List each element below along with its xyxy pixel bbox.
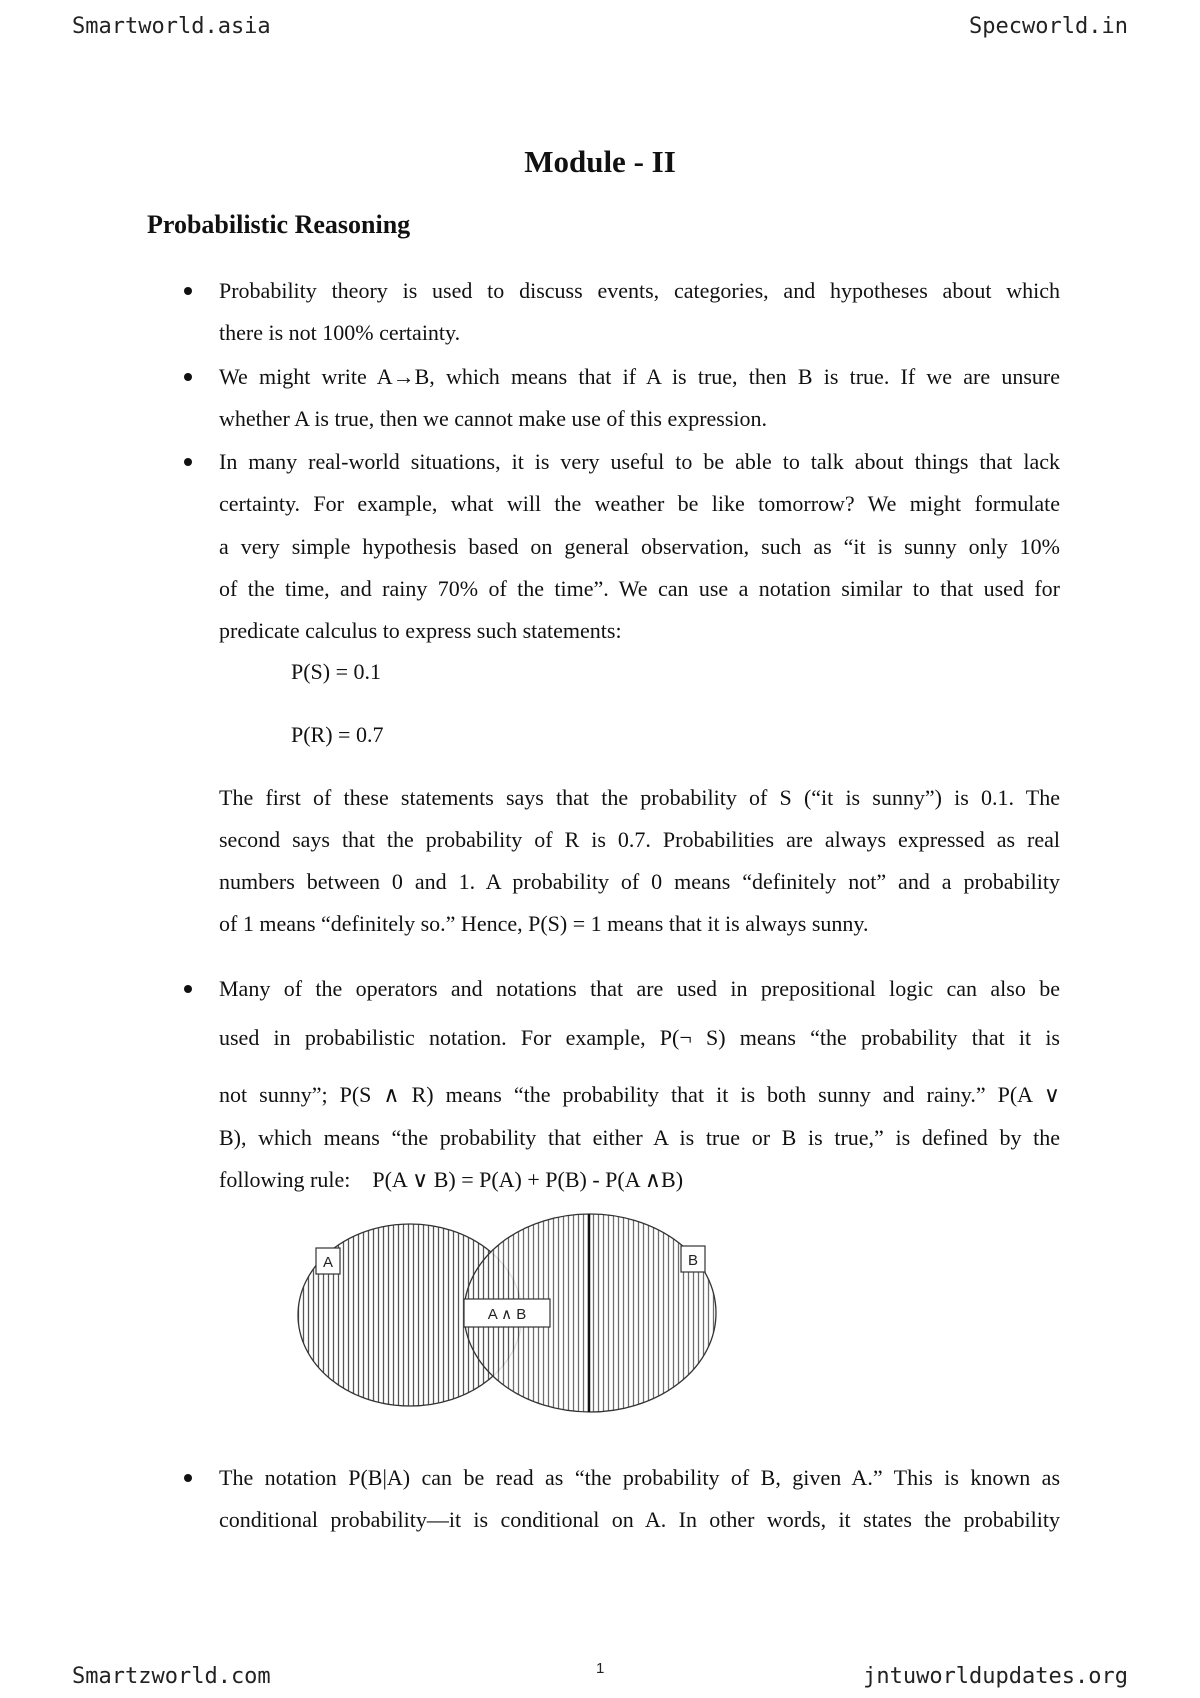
footer-right: jntuworldupdates.org [863, 1664, 1128, 1689]
bullet-marker [184, 458, 192, 466]
bullet3-para-line1: The first of these statements says that the probability of S (“it is sunny”) is 0.1. The [219, 785, 1060, 810]
bullet3-line3: a very simple hypothesis based on general observation, such as “it is sunny only 10% [219, 534, 1060, 559]
bullet-marker [184, 1474, 192, 1482]
bullet-marker [184, 985, 192, 993]
bullet-marker [184, 287, 192, 295]
equation-sunny: P(S) = 0.1 [291, 659, 382, 684]
header-left: Smartworld.asia [72, 14, 271, 39]
bullet4-line2: used in probabilistic notation. For example, P(¬ S) means “the probability that it is [219, 1025, 1060, 1050]
venn-label-b: B [687, 1252, 699, 1269]
bullet1-line1: Probability theory is used to discuss events, categories, and hypotheses about which [219, 278, 1060, 303]
bullet2-line2: whether A is true, then we cannot make use of this expression. [219, 406, 768, 431]
bullet4-line5: following rule: P(A ∨ B) = P(A) + P(B) - P(A ∧B) [219, 1167, 684, 1192]
bullet1-line2: there is not 100% certainty. [219, 320, 461, 345]
section-heading: Probabilistic Reasoning [147, 210, 411, 239]
venn-label-a: A [322, 1254, 334, 1271]
venn-label-intersection: A ∧ B [487, 1306, 527, 1323]
bullet4-line1: Many of the operators and notations that are used in prepositional logic can also be [219, 976, 1060, 1001]
venn-label-a-box [316, 1248, 340, 1274]
bullet3-line2: certainty. For example, what will the weather be like tomorrow? We might formulate [219, 491, 1060, 516]
bullet2-line1: We might write A→B, which means that if A is true, then B is true. If we are unsure [219, 364, 1060, 389]
bullet3-line4: of the time, and rainy 70% of the time”. We can use a notation similar to that used for [219, 576, 1060, 601]
venn-label-b-box [681, 1246, 705, 1272]
bullet3-para-line3: numbers between 0 and 1. A probability of 0 means “definitely not” and a probability [219, 869, 1060, 894]
footer-left: Smartzworld.com [72, 1664, 271, 1689]
venn-diagram [296, 1212, 728, 1418]
bullet3-line1: In many real-world situations, it is very useful to be able to talk about things that lack [219, 449, 1060, 474]
venn-label-intersection-box [464, 1299, 550, 1327]
bullet3-line5: predicate calculus to express such statements: [219, 618, 622, 643]
equation-rainy: P(R) = 0.7 [291, 722, 384, 747]
bullet3-para-line2: second says that the probability of R is 0.7. Probabilities are always expressed as real [219, 827, 1060, 852]
bullet4-line3: not sunny”; P(S ∧ R) means “the probability that it is both sunny and rainy.” P(A ∨ [219, 1082, 1060, 1107]
header-right: Specworld.in [969, 14, 1128, 39]
page-title: Module - II [524, 144, 676, 179]
bullet-marker [184, 373, 192, 381]
bullet3-para-line4: of 1 means “definitely so.” Hence, P(S) = 1 means that it is always sunny. [219, 911, 869, 936]
bullet4-line4: B), which means “the probability that either A is true or B is true,” is defined by the [219, 1125, 1060, 1150]
bullet5-line2: conditional probability—it is conditional on A. In other words, it states the probability [219, 1507, 1060, 1532]
page-number: 1 [596, 1660, 605, 1677]
bullet5-line1: The notation P(B|A) can be read as “the probability of B, given A.” This is known as [219, 1465, 1060, 1490]
